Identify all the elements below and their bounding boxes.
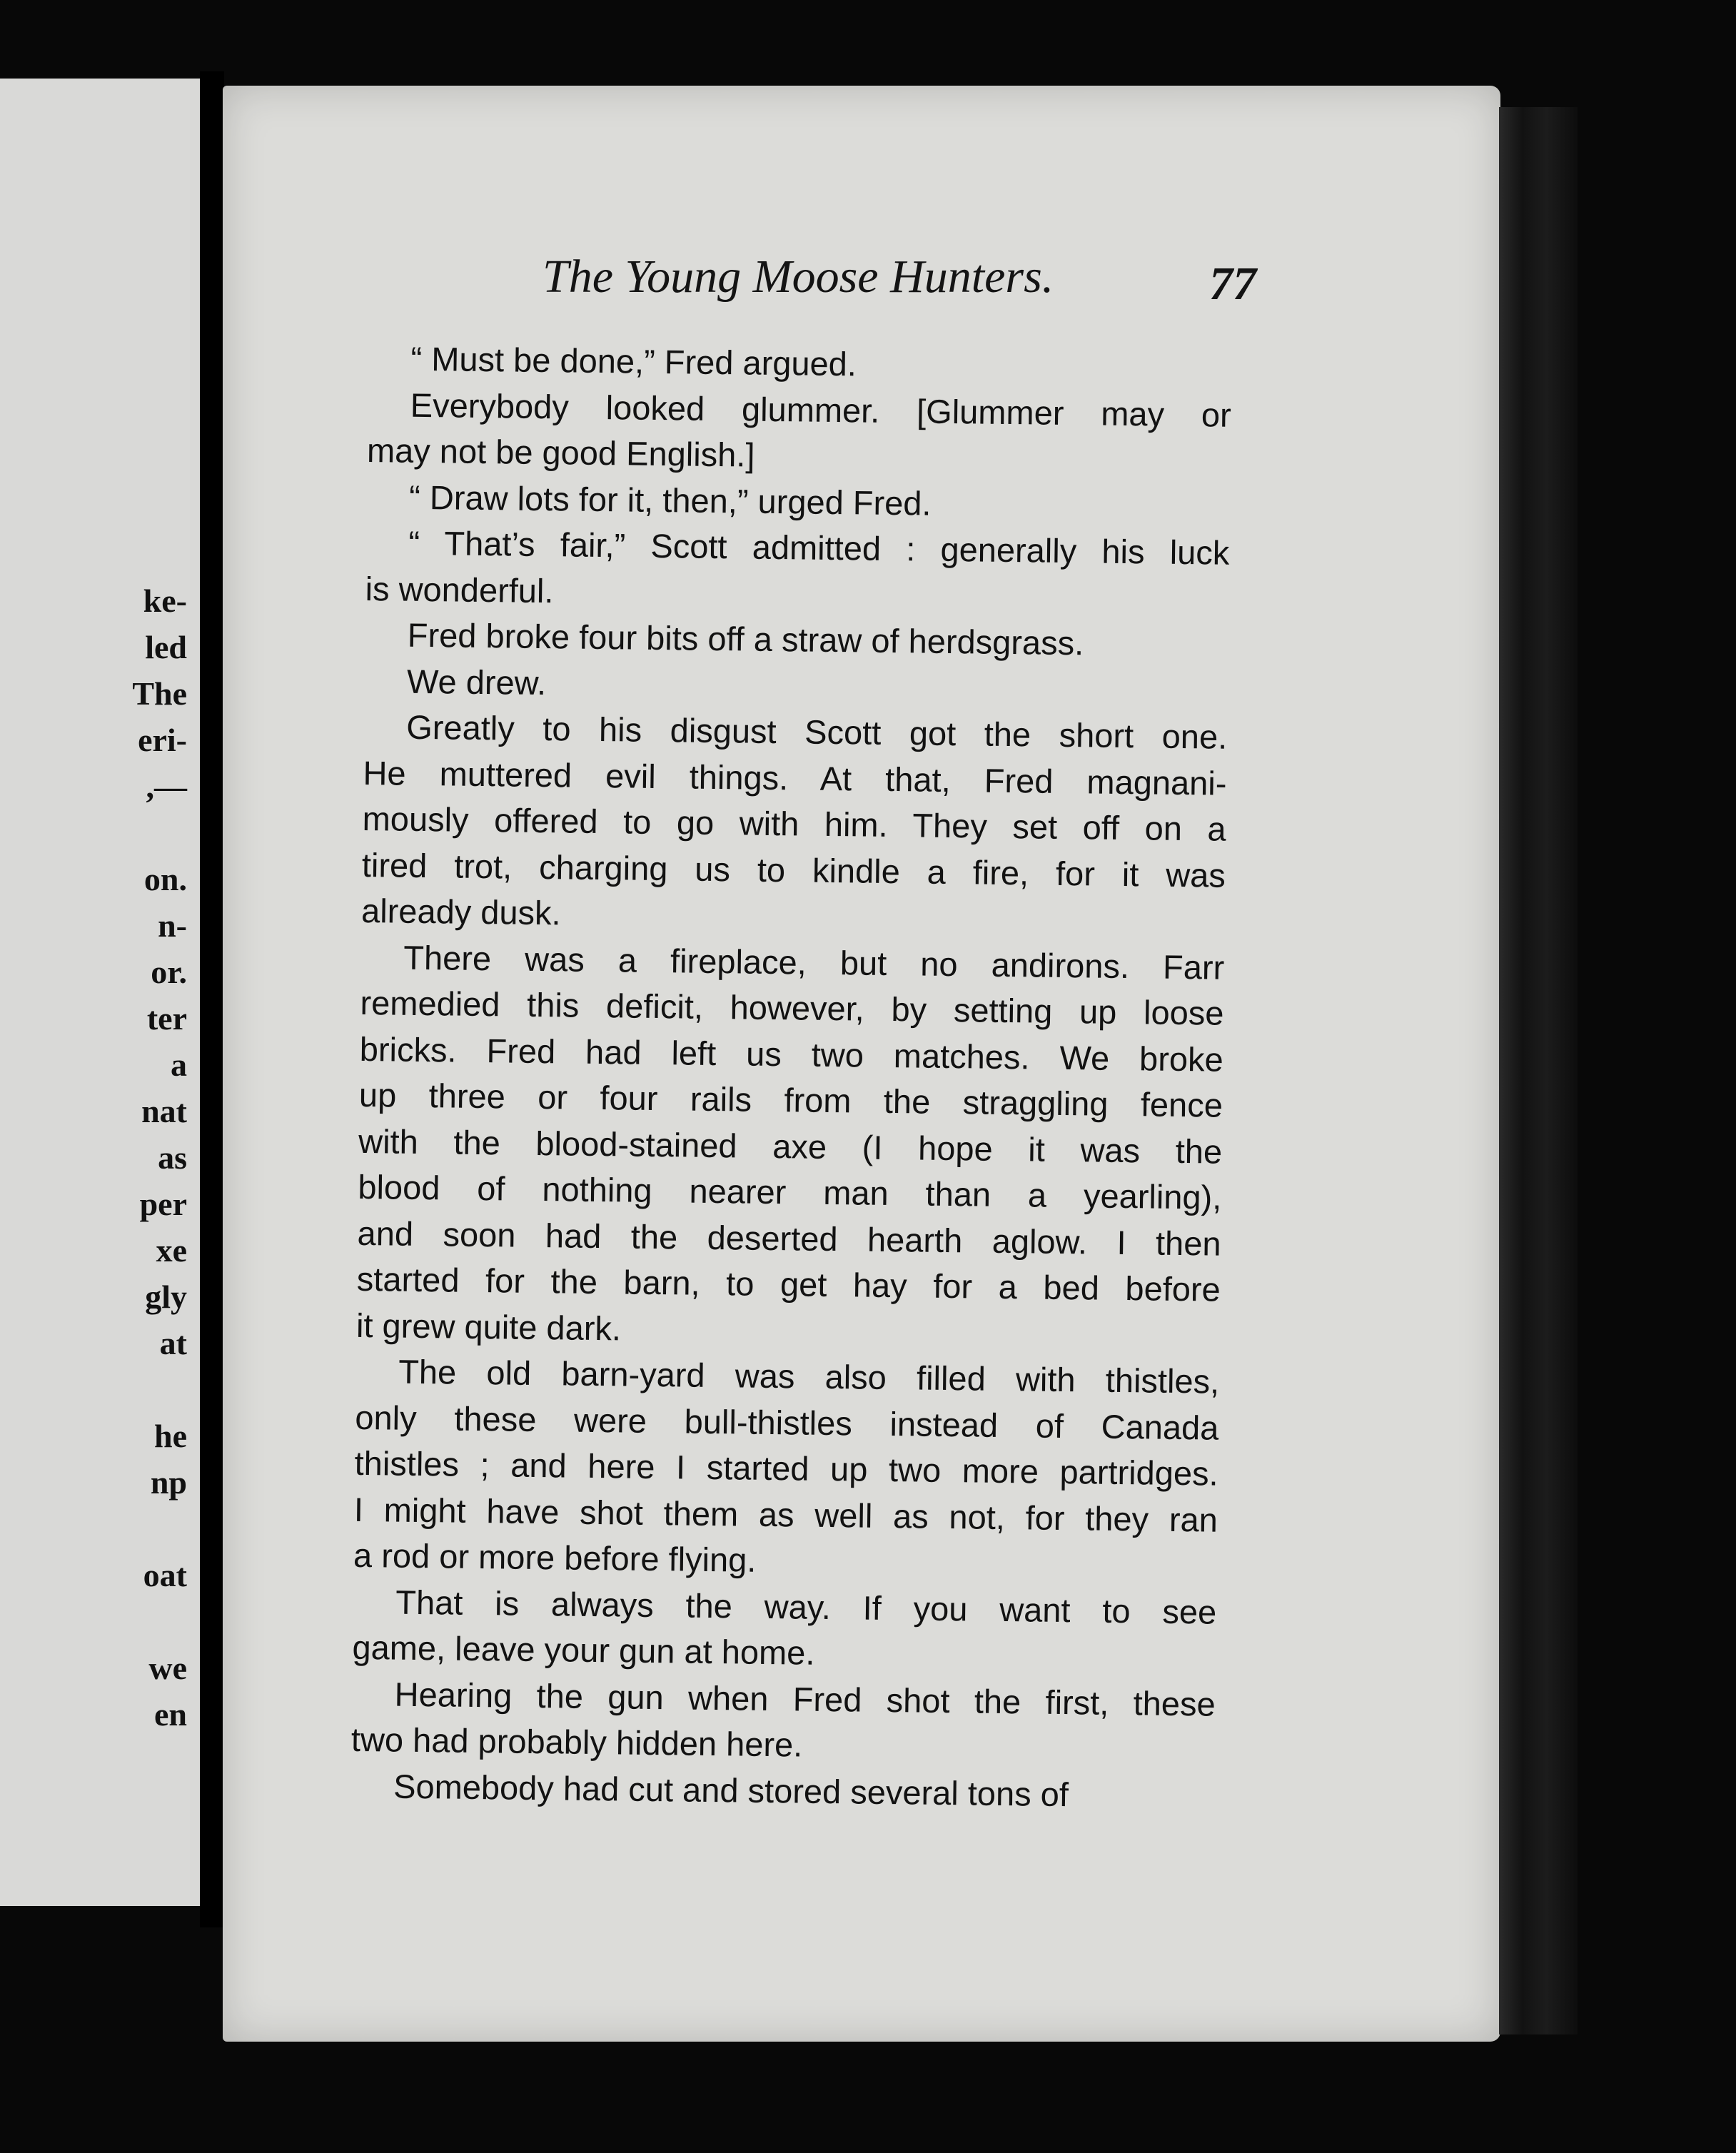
paragraph <box>365 520 1229 622</box>
page-number: 77 <box>1209 258 1256 310</box>
left-page-text: ,— <box>146 768 187 805</box>
text-line: Hearing the gun when Fred shot the first, these <box>394 1675 1216 1723</box>
paragraph <box>352 1578 1216 1681</box>
text-line: mously offered to go with him. They set off on a <box>362 799 1226 848</box>
text-line: is wonderful. <box>365 569 554 610</box>
running-title: The Young Moose Hunters. <box>542 251 1054 303</box>
left-page-text: n- <box>158 907 187 944</box>
left-page-text: or. <box>151 954 187 990</box>
left-page-text: we <box>148 1650 187 1686</box>
left-page-text: ke- <box>143 583 187 619</box>
left-page-text: a <box>171 1047 187 1083</box>
left-page-text: at <box>159 1325 187 1361</box>
text-line: Somebody had cut and stored several tons of <box>393 1767 1069 1813</box>
text-line: may not be good English.] <box>366 430 755 474</box>
left-page-text: gly <box>145 1279 187 1315</box>
text-line: a rod or more before flying. <box>353 1536 757 1579</box>
left-page-text: he <box>154 1418 187 1454</box>
text-line: Greatly to his disgust Scott got the short one. <box>405 707 1228 756</box>
text-line: There was a fireplace, but no andirons. Farr <box>403 938 1225 987</box>
left-page-text: nat <box>141 1093 187 1129</box>
text-line: and soon had the deserted hearth aglow. I then <box>357 1214 1221 1263</box>
text-line: The old barn-yard was also filled with thistles, <box>398 1352 1220 1401</box>
left-page-text: led <box>145 629 187 665</box>
text-line: That is always the way. If you want to see <box>395 1583 1217 1631</box>
left-page-text: eri- <box>138 722 187 758</box>
paragraph <box>353 1348 1220 1589</box>
paragraph <box>356 934 1225 1358</box>
text-line: two had probably hidden here. <box>350 1720 803 1764</box>
text-line: already dusk. <box>360 891 562 932</box>
text-line: “ Draw lots for it, then,” urged Fred. <box>408 478 932 523</box>
text-line: I might have shot them as well as not, for they ran <box>353 1490 1218 1539</box>
body-text <box>350 336 1232 1820</box>
left-page-text: on. <box>143 861 187 897</box>
left-page-text: as <box>158 1139 187 1176</box>
left-page-text: xe <box>156 1232 187 1269</box>
page-header <box>542 250 1256 314</box>
text-line: remedied this deficit, however, by setting up loose <box>360 983 1224 1032</box>
left-page-text: ter <box>146 1000 187 1037</box>
paragraph <box>367 381 1231 484</box>
text-line: We drew. <box>406 662 547 702</box>
text-line: bricks. Fred had left us two matches. We broke <box>359 1029 1224 1079</box>
text-line: Everybody looked glummer. [Glummer may or <box>410 385 1232 434</box>
text-line: started for the barn, to get hay for a bed before <box>356 1259 1221 1309</box>
left-page-text: en <box>154 1696 187 1733</box>
text-line: thistles ; and here I started up two more partridges. <box>354 1443 1218 1493</box>
text-line: blood of nothing nearer man than a yearling), <box>358 1167 1222 1216</box>
left-page-text: The <box>132 675 187 712</box>
book-gutter <box>200 71 224 1927</box>
text-line: Fred broke four bits off a straw of herdsgrass. <box>407 615 1084 662</box>
paragraph <box>361 704 1228 944</box>
left-page-fragment <box>0 79 207 1906</box>
left-page-text: oat <box>143 1557 187 1593</box>
left-page-text: per <box>139 1186 187 1222</box>
paragraph <box>351 1670 1216 1773</box>
page-edge <box>1499 107 1578 2034</box>
text-line: only these were bull-thistles instead of Canada <box>355 1398 1219 1447</box>
text-line: “ Must be done,” Fred argued. <box>410 339 857 383</box>
text-line: up three or four rails from the straggling fence <box>358 1075 1223 1124</box>
text-line: game, leave your gun at home. <box>352 1628 815 1672</box>
text-line: tired trot, charging us to kindle a fire, for it was <box>361 845 1226 894</box>
left-page-text: np <box>150 1464 187 1501</box>
text-line: “ That’s fair,” Scott admitted : generally his luck <box>408 523 1230 572</box>
text-line: He muttered evil things. At that, Fred magnani- <box>363 753 1227 802</box>
text-line: with the blood-stained axe (I hope it was the <box>358 1121 1223 1171</box>
text-line: it grew quite dark. <box>355 1306 622 1347</box>
